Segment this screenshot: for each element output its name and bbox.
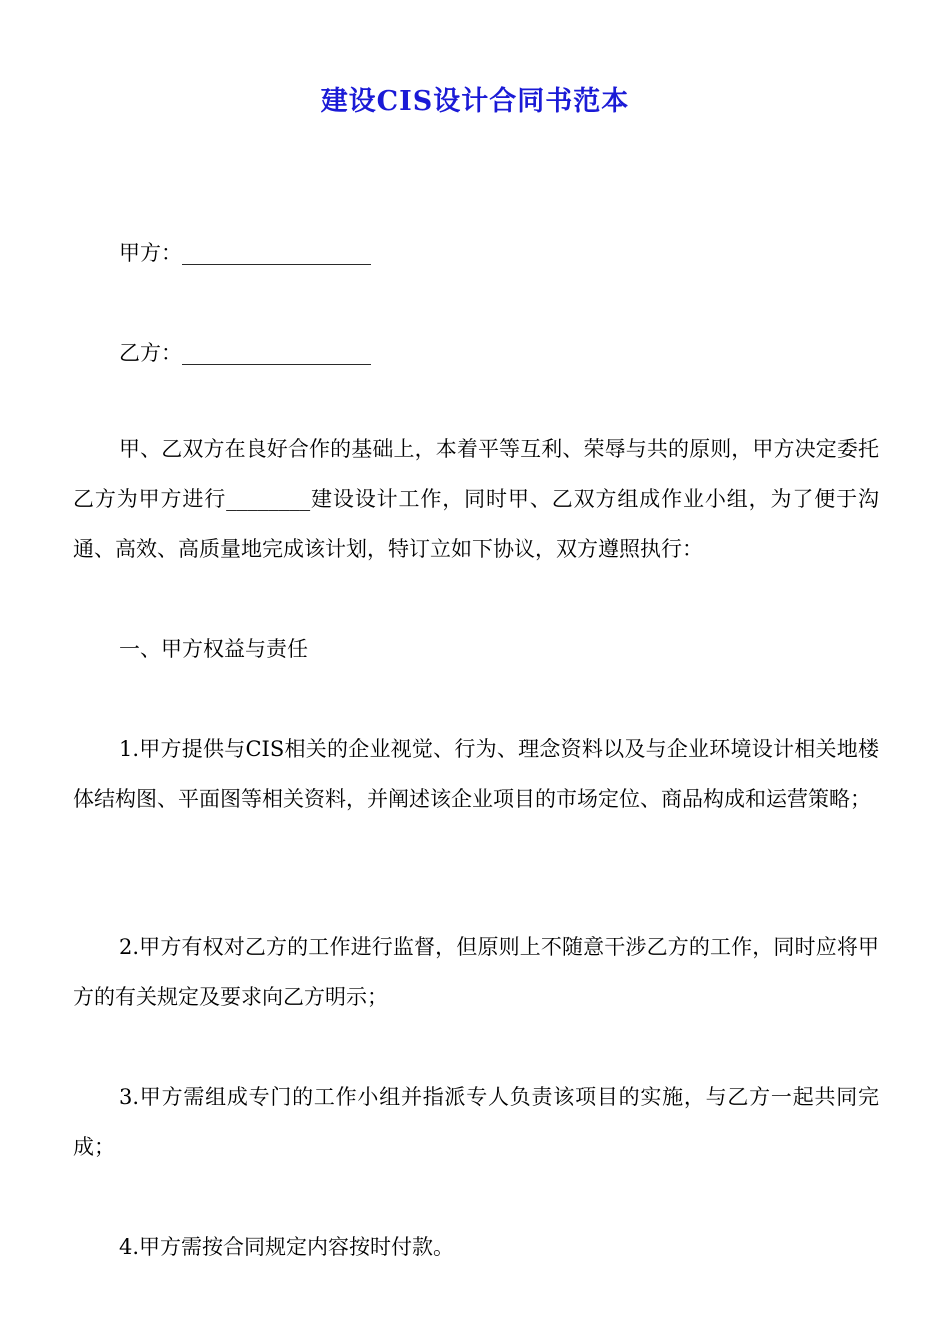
clause-1: 1.甲方提供与CIS相关的企业视觉、行为、理念资料以及与企业环境设计相关地楼体结构图、平面图等相关资料，并阐述该企业项目的市场定位、商品构成和运营策略； — [73, 737, 879, 811]
party-b-line: 乙方：__________________ — [119, 341, 371, 365]
clause-2: 2.甲方有权对乙方的工作进行监督，但原则上不随意干涉乙方的工作，同时应将甲方的有关规定及要求向乙方明示； — [73, 935, 879, 1009]
clause-3: 3.甲方需组成专门的工作小组并指派专人负责该项目的实施，与乙方一起共同完成； — [73, 1085, 879, 1159]
clause-4: 4.甲方需按合同规定内容按时付款。 — [119, 1235, 455, 1259]
intro-paragraph: 甲、乙双方在良好合作的基础上，本着平等互利、荣辱与共的原则，甲方决定委托乙方为甲方进行________建设设计工作，同时甲、乙双方组成作业小组，为了便于沟通、高效、高质量地完成该计划，特订立如下协议，双方遵照执行： — [73, 437, 879, 561]
party-a-line: 甲方：__________________ — [119, 241, 371, 265]
section-heading-party-a-rights: 一、甲方权益与责任 — [119, 637, 308, 661]
document-title: 建设CIS设计合同书范本 — [320, 86, 630, 117]
